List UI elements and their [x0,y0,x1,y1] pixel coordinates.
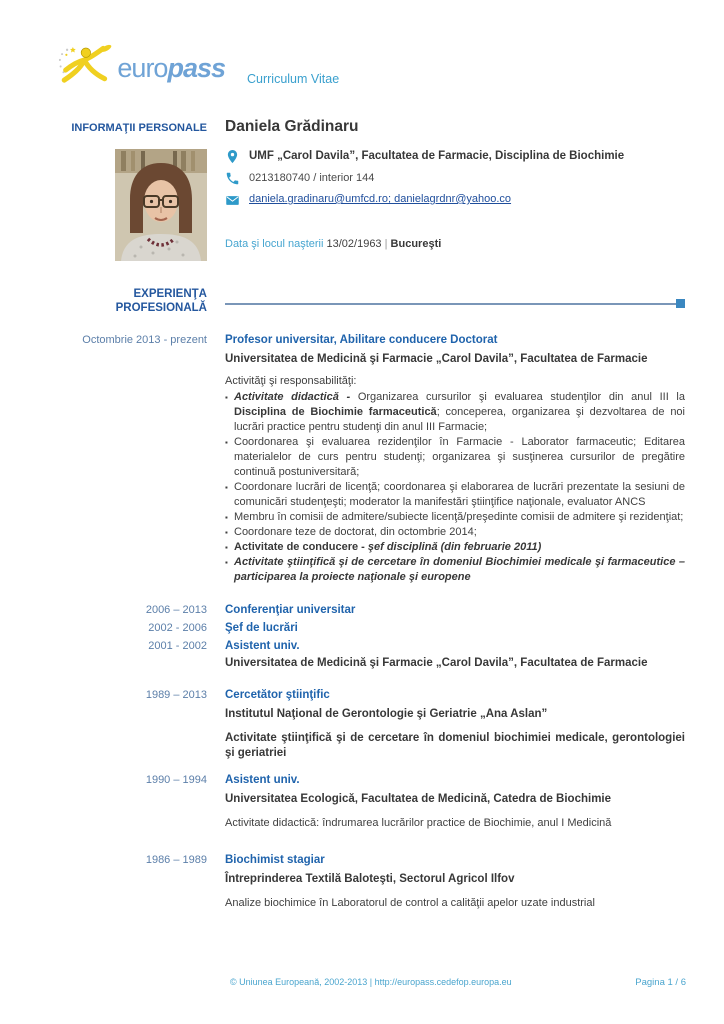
bullet-run: Coordonare teze de doctorat, din octombrie 2014; [234,526,477,538]
entry1-organization: Universitatea de Medicină şi Farmacie „Carol Davila”, Facultatea de Farmacie [225,353,648,365]
experience-section-header [0,287,724,315]
logo-pass: pass [167,52,225,83]
bullet-run: Disciplina de Biochimie farmaceutică [234,406,437,418]
bullet-icon: ▪ [225,558,228,567]
bullet-item [225,525,685,540]
birth-separator: | [384,238,388,250]
doc-type-label: Curriculum Vitae [247,72,340,86]
bullet-run: Activitate didactică - [234,391,358,403]
entry3-date: 1989 – 2013 [145,689,207,701]
bullet-item [225,390,685,435]
experience-label-line2: PROFESIONALĂ [115,302,207,314]
birth-label: Data şi locul naşterii [225,238,324,250]
section-rule [225,292,685,315]
experience-entry-1 [0,333,724,585]
experience-section-label [57,287,207,315]
person-name: Daniela Grădinaru [225,118,359,135]
phone-line [225,171,685,186]
bullet-run: Coordonare lucrări de licenţă; coordonarea şi elaborarea de lucrări prezentate la sesiuni de comunicări studenţeşti; moderator la manifestări ştiinţifice naţionale, evaluator ANCS [234,481,685,508]
entry3-description: Activitate ştiinţifică şi de cercetare în domeniul biochimiei medicale, gerontologiei şi geriatriei [225,732,685,759]
experience-entry-4 [0,773,724,831]
entry5-title: Biochimist stagiar [225,854,325,866]
phone-icon [225,171,240,186]
entry2-row1-date: 2006 – 2013 [145,604,207,616]
entry1-date: Octombrie 2013 - prezent [82,334,207,346]
photo-cell [57,149,207,261]
entry1-body [225,333,685,585]
copyright-text: © Uniunea Europeană, 2002-2013 | http://europass.cedefop.europa.eu [230,977,512,987]
mail-icon [225,193,240,208]
experience-entry-2c [0,637,724,655]
entry4-body [225,773,685,831]
birth-date: 13/02/1963 [326,238,382,250]
bullet-item [225,540,685,555]
entry1-bullet-list [225,390,685,585]
entry4-description: Activitate didactică: îndrumarea lucrărilor practice de Biochimie, anul I Medicină [225,817,612,829]
photo-contact-row [0,149,724,261]
entry4-title: Asistent univ. [225,774,300,786]
entry5-organization: Întreprinderea Textilă Baloteşti, Sectorul Agricol Ilfov [225,873,515,885]
entry2-row1-title: Conferenţiar universitar [225,604,356,616]
bullet-item [225,510,685,525]
page-header [0,0,724,94]
location-pin-icon [225,149,240,164]
experience-entry-2 [0,601,724,619]
experience-entry-5 [0,853,724,911]
bullet-icon: ▪ [225,438,228,447]
europass-wordmark [117,52,225,83]
entry2-organization: Universitatea de Medicină şi Farmacie „Carol Davila”, Facultatea de Farmacie [225,657,648,669]
bullet-item [225,435,685,480]
entry2-row2-title: Şef de lucrări [225,622,298,634]
bullet-run: Membru în comisii de admitere/subiecte licenţă/preşedinte comisii de admitere şi rezidenţiat; [234,511,684,523]
personal-info-section [0,118,724,136]
experience-entry-2-org-row [0,655,724,671]
rule-end-square [676,299,685,308]
experience-entry-2b [0,619,724,637]
entry3-title: Cercetător ştiinţific [225,689,330,701]
bullet-icon: ▪ [225,513,228,522]
bullet-icon: ▪ [225,543,228,552]
entry5-description: Analize biochimice în Laboratorul de control a calităţii apelor uzate industrial [225,897,595,909]
entry4-organization: Universitatea Ecologică, Facultatea de Medicină, Catedra de Biochimie [225,793,612,805]
entry5-body [225,853,685,911]
address-text: UMF „Carol Davila”, Facultatea de Farmacie, Disciplina de Biochimie [249,150,625,162]
entry4-date: 1990 – 1994 [145,774,207,786]
bullet-icon: ▪ [225,393,228,402]
rule-line [225,303,676,305]
logo-euro: euro [117,52,168,83]
experience-entry-3 [0,688,724,761]
europass-logo [57,36,225,94]
birth-place: Bucureşti [390,238,442,250]
email-line [225,193,685,208]
entry3-body [225,688,685,761]
entry2-row3-date: 2001 - 2002 [148,640,207,652]
address-line [225,149,685,164]
entry2-row3-title: Asistent univ. [225,640,300,652]
profile-photo [115,149,207,261]
bullet-run: Activitate de conducere - [234,541,368,553]
bullet-run: şef disciplină (din februarie 2011) [367,541,542,553]
page-footer [0,977,724,988]
entry5-date: 1986 – 1989 [145,854,207,866]
bullet-icon: ▪ [225,483,228,492]
birth-line [225,238,685,250]
contact-block [225,149,685,261]
entry2-row2-date: 2002 - 2006 [148,622,207,634]
entry1-intro: Activităţi şi responsabilităţi: [225,375,357,387]
phone-text: 0213180740 / interior 144 [249,172,375,184]
entry3-organization: Institutul Naţional de Gerontologie şi Geriatrie „Ana Aslan” [225,708,548,720]
page-number: Pagina 1 / 6 [635,977,686,988]
experience-label-line1: EXPERIENŢA [133,288,207,300]
bullet-run: Coordonarea şi evaluarea rezidenţilor în Farmacie - Laborator farmaceutic; Editarea materialelor de curs pentru studenţi; organizarea şi susţinerea cursurilor de pregătire continuă postuniversitară; [234,436,685,478]
europass-figure-icon [57,36,123,94]
entry1-title: Profesor universitar, Abilitare conducere Doctorat [225,334,498,346]
bullet-run: Activitate ştiinţifică şi de cercetare în domeniul Biochimiei medicale şi farmaceutice – participarea la proiecte naţionale şi europene [234,556,685,583]
bullet-item [225,480,685,510]
spacer [57,655,207,671]
personal-section-label: INFORMAŢII PERSONALE [71,122,207,134]
bullet-item [225,555,685,585]
bullet-icon: ▪ [225,528,228,537]
bullet-run: Organizarea cursurilor şi evaluarea studenţilor din anul III la [357,391,685,403]
email-link[interactable]: daniela.gradinaru@umfcd.ro; danielagrdnr@yahoo.co [249,193,512,205]
bullet-run: ; conceperea, organizarea şi dezvoltarea de noi lucrări practice pentru studenţi din anul III Farmacie; [234,406,685,433]
